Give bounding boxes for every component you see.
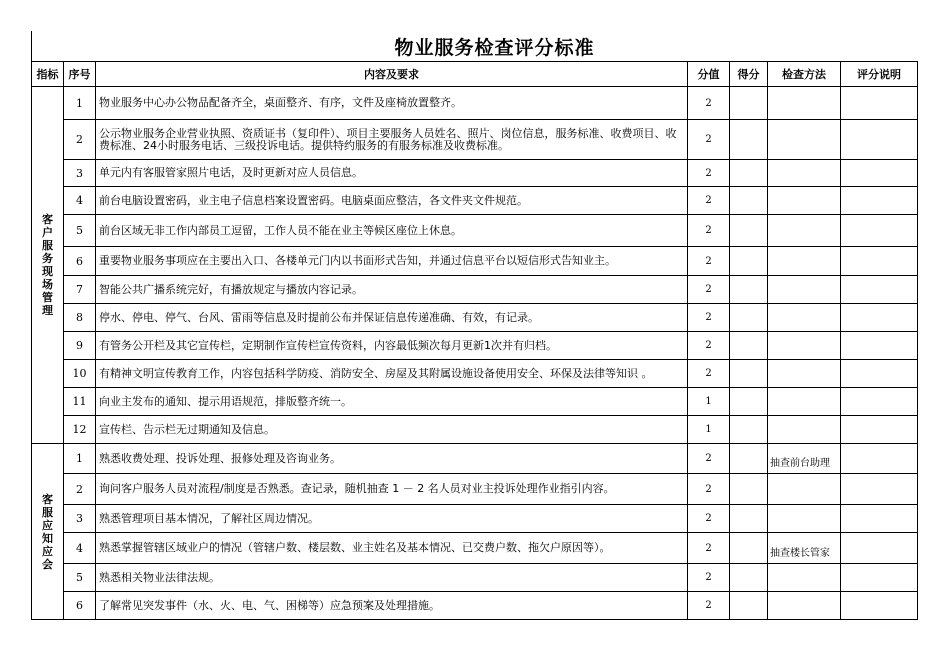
content-cell: 前台区域无非工作内部员工逗留，工作人员不能在业主等候区座位上休息。 [96, 215, 688, 247]
got-score-cell [730, 187, 768, 215]
note-cell [841, 160, 918, 187]
standards-table [31, 61, 918, 620]
indicator-cell [32, 444, 64, 620]
method-cell [768, 120, 841, 160]
got-score-cell [730, 87, 768, 120]
score-cell: 2 [688, 533, 730, 564]
seq-cell: 10 [64, 360, 96, 388]
note-cell [841, 215, 918, 247]
content-cell: 熟悉管理项目基本情况，了解社区周边情况。 [96, 505, 688, 533]
score-cell: 2 [688, 87, 730, 120]
note-cell [841, 276, 918, 304]
seq-cell: 2 [64, 474, 96, 505]
got-score-cell [730, 592, 768, 620]
got-score-cell [730, 360, 768, 388]
got-score-cell [730, 215, 768, 247]
got-score-cell [730, 160, 768, 187]
seq-cell: 11 [64, 388, 96, 416]
table-row [32, 276, 918, 304]
content-cell: 有管务公开栏及其它宣传栏，定期制作宣传栏宣传资料，内容最低频次每月更新1次并有归档。 [96, 332, 688, 360]
content-cell: 物业服务中心办公物品配备齐全，桌面整齐、有序，文件及座椅放置整齐。 [96, 87, 688, 120]
seq-cell: 9 [64, 332, 96, 360]
method-cell [768, 304, 841, 332]
seq-cell: 5 [64, 564, 96, 592]
score-cell: 1 [688, 388, 730, 416]
got-score-cell [730, 533, 768, 564]
method-cell [768, 564, 841, 592]
score-cell: 2 [688, 276, 730, 304]
header-method: 检查方法 [768, 62, 841, 87]
seq-cell: 4 [64, 533, 96, 564]
score-sheet [31, 31, 918, 620]
score-cell: 2 [688, 360, 730, 388]
seq-cell: 6 [64, 592, 96, 620]
method-cell: 抽查前台助理 [768, 444, 841, 474]
got-score-cell [730, 120, 768, 160]
note-cell [841, 120, 918, 160]
table-row [32, 533, 918, 564]
table-row [32, 564, 918, 592]
note-cell [841, 533, 918, 564]
note-cell [841, 388, 918, 416]
seq-cell: 12 [64, 416, 96, 444]
header-score: 分值 [688, 62, 730, 87]
method-cell [768, 187, 841, 215]
seq-cell: 1 [64, 444, 96, 474]
seq-cell: 6 [64, 247, 96, 276]
seq-cell: 3 [64, 160, 96, 187]
table-row [32, 215, 918, 247]
seq-cell: 2 [64, 120, 96, 160]
method-cell [768, 215, 841, 247]
score-cell: 2 [688, 564, 730, 592]
score-cell: 2 [688, 247, 730, 276]
page-title: 物业服务检查评分标准 [394, 36, 595, 59]
method-cell [768, 247, 841, 276]
score-cell: 2 [688, 120, 730, 160]
content-cell: 熟悉相关物业法律法规。 [96, 564, 688, 592]
got-score-cell [730, 304, 768, 332]
table-row [32, 247, 918, 276]
method-cell [768, 360, 841, 388]
score-cell: 2 [688, 160, 730, 187]
got-score-cell [730, 564, 768, 592]
title-row [31, 31, 917, 61]
method-cell [768, 87, 841, 120]
seq-cell: 5 [64, 215, 96, 247]
content-cell: 前台电脑设置密码，业主电子信息档案设置密码。电脑桌面应整洁，各文件夹文件规范。 [96, 187, 688, 215]
table-row [32, 388, 918, 416]
score-cell: 2 [688, 215, 730, 247]
table-row [32, 474, 918, 505]
header-indicator: 指标 [32, 62, 64, 87]
content-cell: 熟悉掌握管辖区域业户的情况（管辖户数、楼层数、业主姓名及基本情况、已交费户数、拖欠户原因等）。 [96, 533, 688, 564]
header-row [32, 62, 918, 87]
content-cell: 熟悉收费处理、投诉处理、报修处理及咨询业务。 [96, 444, 688, 474]
method-cell [768, 388, 841, 416]
content-cell: 了解常见突发事件（水、火、电、气、困梯等）应急预案及处理措施。 [96, 592, 688, 620]
note-cell [841, 247, 918, 276]
note-cell [841, 304, 918, 332]
seq-cell: 3 [64, 505, 96, 533]
content-cell: 单元内有客服管家照片电话，及时更新对应人员信息。 [96, 160, 688, 187]
got-score-cell [730, 444, 768, 474]
score-cell: 2 [688, 187, 730, 215]
content-cell: 有精神文明宣传教育工作，内容包括科学防疫、消防安全、房屋及其附属设施设备使用安全、环保及法律等知识 。 [96, 360, 688, 388]
method-cell [768, 276, 841, 304]
method-cell [768, 505, 841, 533]
got-score-cell [730, 505, 768, 533]
score-cell: 2 [688, 592, 730, 620]
note-cell [841, 505, 918, 533]
indicator-label: 客户服务现场管理 [42, 213, 53, 317]
table-row [32, 505, 918, 533]
table-row [32, 360, 918, 388]
table-row [32, 87, 918, 120]
seq-cell: 1 [64, 87, 96, 120]
method-cell [768, 332, 841, 360]
got-score-cell [730, 388, 768, 416]
table-row [32, 416, 918, 444]
note-cell [841, 332, 918, 360]
content-cell: 重要物业服务事项应在主要出入口、各楼单元门内以书面形式告知，并通过信息平台以短信形式告知业主。 [96, 247, 688, 276]
content-cell: 智能公共广播系统完好，有播放规定与播放内容记录。 [96, 276, 688, 304]
seq-cell: 8 [64, 304, 96, 332]
table-row [32, 592, 918, 620]
table-row [32, 332, 918, 360]
got-score-cell [730, 276, 768, 304]
score-cell: 2 [688, 444, 730, 474]
seq-cell: 7 [64, 276, 96, 304]
content-cell: 公示物业服务企业营业执照、资质证书（复印件）、项目主要服务人员姓名、照片、岗位信息，服务标准、收费项目、收费标准、24小时服务电话、三级投诉电话。提供特约服务的有服务标准及收费标准。 [96, 120, 688, 160]
got-score-cell [730, 474, 768, 505]
content-cell: 询问客户服务人员对流程/制度是否熟悉。查记录，随机抽查 1 － 2 名人员对业主投诉处理作业指引内容。 [96, 474, 688, 505]
method-cell [768, 474, 841, 505]
note-cell [841, 564, 918, 592]
score-cell: 2 [688, 304, 730, 332]
header-note: 评分说明 [841, 62, 918, 87]
table-row [32, 444, 918, 474]
score-cell: 2 [688, 474, 730, 505]
content-cell: 停水、停电、停气、台风、雷雨等信息及时提前公布并保证信息传递准确、有效，有记录。 [96, 304, 688, 332]
note-cell [841, 444, 918, 474]
note-cell [841, 592, 918, 620]
method-cell [768, 592, 841, 620]
score-cell: 2 [688, 332, 730, 360]
method-cell [768, 160, 841, 187]
table-row [32, 120, 918, 160]
score-cell: 2 [688, 505, 730, 533]
method-cell [768, 416, 841, 444]
note-cell [841, 360, 918, 388]
header-seq: 序号 [64, 62, 96, 87]
header-content: 内容及要求 [96, 62, 688, 87]
header-got: 得分 [730, 62, 768, 87]
score-cell: 1 [688, 416, 730, 444]
note-cell [841, 474, 918, 505]
table-row [32, 160, 918, 187]
content-cell: 宣传栏、告示栏无过期通知及信息。 [96, 416, 688, 444]
got-score-cell [730, 247, 768, 276]
got-score-cell [730, 416, 768, 444]
seq-cell: 4 [64, 187, 96, 215]
note-cell [841, 416, 918, 444]
note-cell [841, 187, 918, 215]
table-row [32, 304, 918, 332]
indicator-label: 客服应知应会 [42, 492, 53, 571]
got-score-cell [730, 332, 768, 360]
method-cell: 抽查楼长管家 [768, 533, 841, 564]
note-cell [841, 87, 918, 120]
table-body [32, 87, 918, 620]
content-cell: 向业主发布的通知、提示用语规范，排版整齐统一。 [96, 388, 688, 416]
table-row [32, 187, 918, 215]
indicator-cell [32, 87, 64, 444]
